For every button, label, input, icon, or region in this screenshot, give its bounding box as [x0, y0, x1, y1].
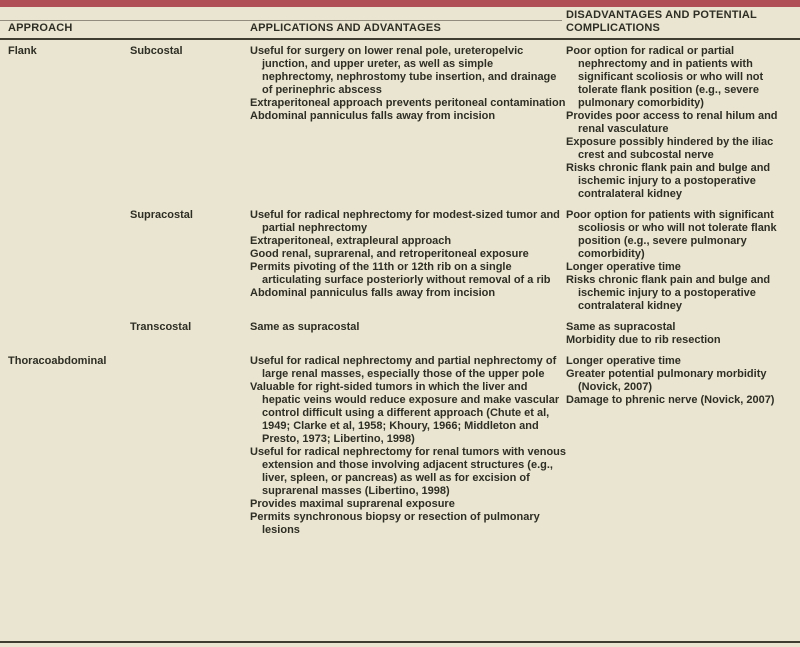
approach-label: Flank: [8, 45, 37, 57]
disadvantage-item: Same as supracostal: [566, 321, 676, 333]
column-header-disadvantages: DISADVANTAGES AND POTENTIAL COMPLICATIONS: [566, 9, 757, 34]
application-item: Provides maximal suprarenal exposure: [250, 498, 455, 510]
disadvantages-cell: [566, 209, 795, 313]
bottom-rule: [0, 641, 800, 643]
disadvantage-item: Poor option for radical or partial nephrectomy and in patients with significant scoliosis or who will not tolerate flank position (e.g., severe pulmonary comorbidity): [566, 45, 764, 109]
subtype-label: Subcostal: [130, 45, 183, 57]
applications-cell: [250, 45, 566, 201]
column-header-applications: APPLICATIONS AND ADVANTAGES: [250, 22, 441, 34]
disadvantages-cell: [566, 355, 795, 537]
subtype-cell: [130, 321, 250, 347]
application-item: Extraperitoneal approach prevents peritoneal contamination: [250, 97, 566, 109]
table-row: [8, 355, 795, 537]
approach-cell: [8, 209, 130, 313]
subtype-cell: [130, 209, 250, 313]
disadvantage-item: Longer operative time: [566, 355, 681, 367]
application-item: Useful for radical nephrectomy for renal tumors with venous extension and those involving adjacent structures (e.g., liver, spleen, or pancreas) as well as for excision of suprarenal masses (Libertino, 1998): [250, 446, 567, 497]
disadvantage-item: Exposure possibly hindered by the iliac crest and subcostal nerve: [566, 136, 774, 161]
disadvantage-item: Poor option for patients with significant scoliosis or who will not tolerate flank position (e.g., severe pulmonary comorbidity): [566, 209, 777, 260]
disadvantages-cell: [566, 45, 795, 201]
approach-cell: [8, 355, 130, 537]
applications-cell: [250, 355, 566, 537]
table-body: [0, 40, 800, 537]
disadvantage-item: Provides poor access to renal hilum and renal vasculature: [566, 110, 778, 135]
application-item: Same as supracostal: [250, 321, 360, 333]
table-row: [8, 45, 795, 201]
application-item: Good renal, suprarenal, and retroperitoneal exposure: [250, 248, 529, 260]
application-item: Useful for surgery on lower renal pole, ureteropelvic junction, and upper ureter, as well as simple nephrectomy, nephrostomy tube insertion, and drainage of perinephric abscess: [250, 45, 557, 96]
application-item: Useful for radical nephrectomy and partial nephrectomy of large renal masses, especially those of the upper pole: [250, 355, 557, 380]
table-row: [8, 321, 795, 347]
disadvantage-item: Damage to phrenic nerve (Novick, 2007): [566, 394, 775, 406]
subtype-label: Transcostal: [130, 321, 192, 333]
applications-cell: [250, 321, 566, 347]
application-item: Permits synchronous biopsy or resection of pulmonary lesions: [250, 511, 540, 536]
approach-cell: [8, 321, 130, 347]
disadvantage-item: Morbidity due to rib resection: [566, 334, 721, 346]
application-item: Useful for radical nephrectomy for modest-sized tumor and partial nephrectomy: [250, 209, 560, 234]
approach-label: Thoracoabdominal: [8, 355, 107, 367]
disadvantage-item: Risks chronic flank pain and bulge and ischemic injury to a postoperative contralateral kidney: [566, 274, 771, 312]
table-header-row: [0, 7, 800, 40]
column-header-approach: APPROACH: [8, 22, 73, 34]
disadvantages-cell: [566, 321, 795, 347]
subtype-label: Supracostal: [130, 209, 193, 221]
application-item: Abdominal panniculus falls away from incision: [250, 287, 496, 299]
subtype-cell: [130, 45, 250, 201]
application-item: Valuable for right-sided tumors in which the liver and hepatic veins would reduce exposure and make vascular control difficult using a different approach (Chute et al, 1949; Clarke et al, 1958; Khoury, 1966; Middleton and Presto, 1973; Libertino, 1998): [250, 381, 560, 445]
application-item: Abdominal panniculus falls away from incision: [250, 110, 496, 122]
disadvantage-item: Longer operative time: [566, 261, 681, 273]
disadvantage-item: Risks chronic flank pain and bulge and ischemic injury to a postoperative contralateral kidney: [566, 162, 771, 200]
application-item: Permits pivoting of the 11th or 12th rib on a single articulating surface posteriorly without removal of a rib: [250, 261, 551, 286]
application-item: Extraperitoneal, extrapleural approach: [250, 235, 452, 247]
applications-cell: [250, 209, 566, 313]
subtype-cell: [130, 355, 250, 537]
table-row: [8, 209, 795, 313]
accent-bar: [0, 0, 800, 7]
disadvantage-item: Greater potential pulmonary morbidity (Novick, 2007): [566, 368, 767, 393]
approach-cell: [8, 45, 130, 201]
